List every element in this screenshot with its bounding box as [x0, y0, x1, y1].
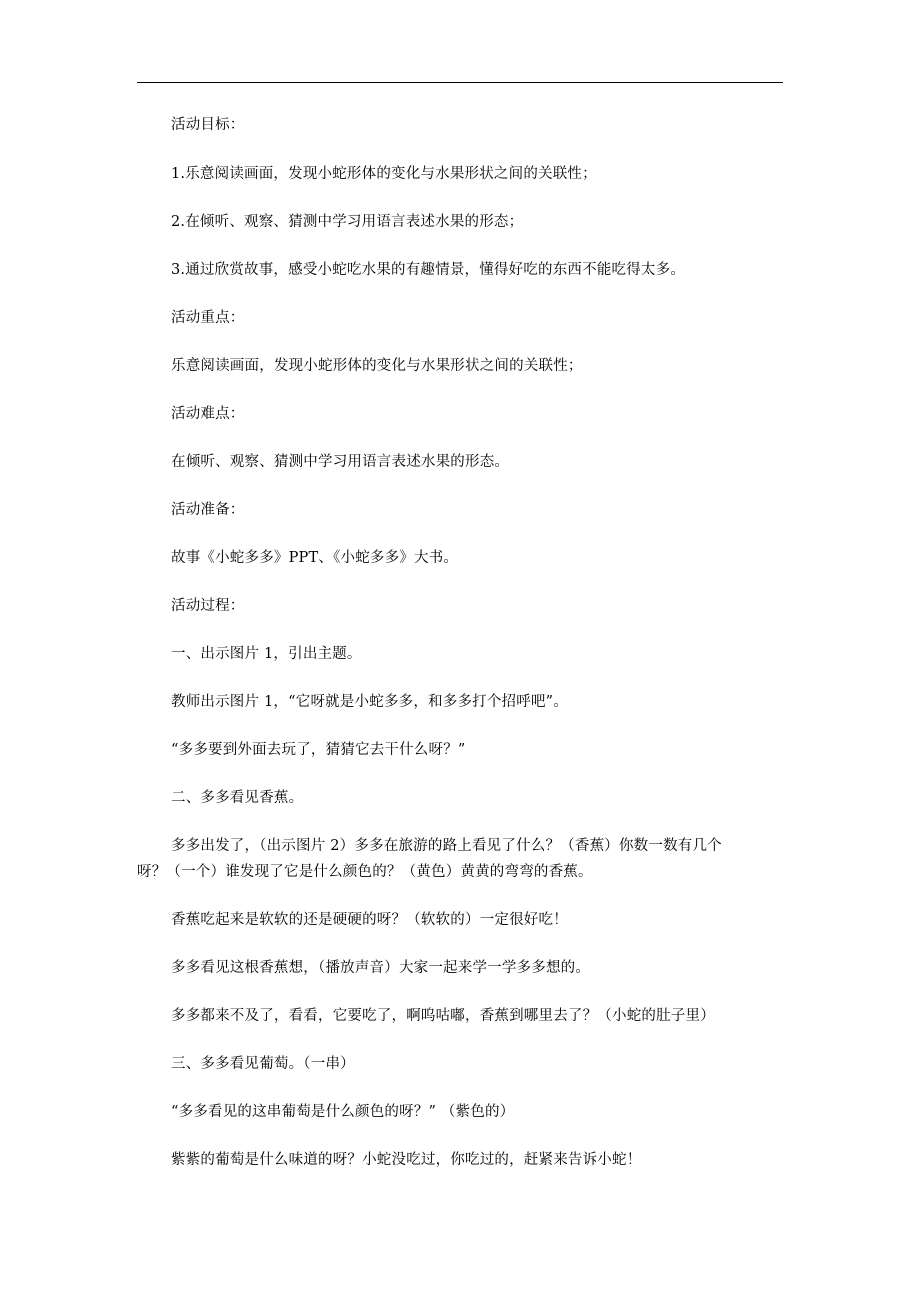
section-1-text-2: “多多要到外面去玩了，猜猜它去干什么呀？”	[171, 742, 466, 758]
section-2-text-4: 多多都来不及了，看看，它要吃了，啊呜咕嘟，香蕉到哪里去了？（小蛇的肚子里）	[171, 1008, 715, 1024]
heading-key-points: 活动重点：	[171, 310, 245, 326]
section-2-text-1-line-2: 呀？（一个）谁发现了它是什么颜色的？（黄色）黄黄的弯弯的香蕉。	[137, 864, 593, 880]
section-2-title: 二、多多看见香蕉。	[171, 790, 304, 806]
section-3-text-1: “多多看见的这串葡萄是什么颜色的呀？” （紫色的）	[171, 1104, 515, 1120]
section-1-title: 一、出示图片 1，引出主题。	[171, 646, 362, 662]
heading-activity-goals: 活动目标：	[171, 117, 245, 133]
difficulties-text: 在倾听、观察、猜测中学习用语言表述水果的形态。	[171, 454, 510, 470]
section-2-text-1-line-1: 多多出发了，（出示图片 2）多多在旅游的路上看见了什么？（香蕉）你数一数有几个	[171, 838, 722, 854]
section-3-title: 三、多多看见葡萄。（一串）	[171, 1056, 355, 1072]
section-3-text-2: 紫紫的葡萄是什么味道的呀？小蛇没吃过，你吃过的，赶紧来告诉小蛇！	[171, 1152, 642, 1168]
goal-item-1: 1.乐意阅读画面，发现小蛇形体的变化与水果形状之间的关联性；	[171, 166, 597, 182]
preparation-text: 故事《小蛇多多》PPT、《小蛇多多》大书。	[171, 550, 459, 566]
heading-preparation: 活动准备：	[171, 502, 245, 518]
header-rule	[137, 82, 783, 83]
heading-process: 活动过程：	[171, 598, 245, 614]
section-2-text-3: 多多看见这根香蕉想，（播放声音）大家一起来学一学多多想的。	[171, 960, 591, 976]
goal-item-3: 3.通过欣赏故事，感受小蛇吃水果的有趣情景，懂得好吃的东西不能吃得太多。	[171, 262, 686, 278]
key-points-text: 乐意阅读画面，发现小蛇形体的变化与水果形状之间的关联性；	[171, 358, 583, 374]
section-1-text-1: 教师出示图片 1，“它呀就是小蛇多多，和多多打个招呼吧”。	[171, 694, 568, 710]
goal-item-2: 2.在倾听、观察、猜测中学习用语言表述水果的形态；	[171, 214, 524, 230]
heading-difficulties: 活动难点：	[171, 406, 245, 422]
section-2-text-2: 香蕉吃起来是软软的还是硬硬的呀？（软软的）一定很好吃！	[171, 912, 568, 928]
